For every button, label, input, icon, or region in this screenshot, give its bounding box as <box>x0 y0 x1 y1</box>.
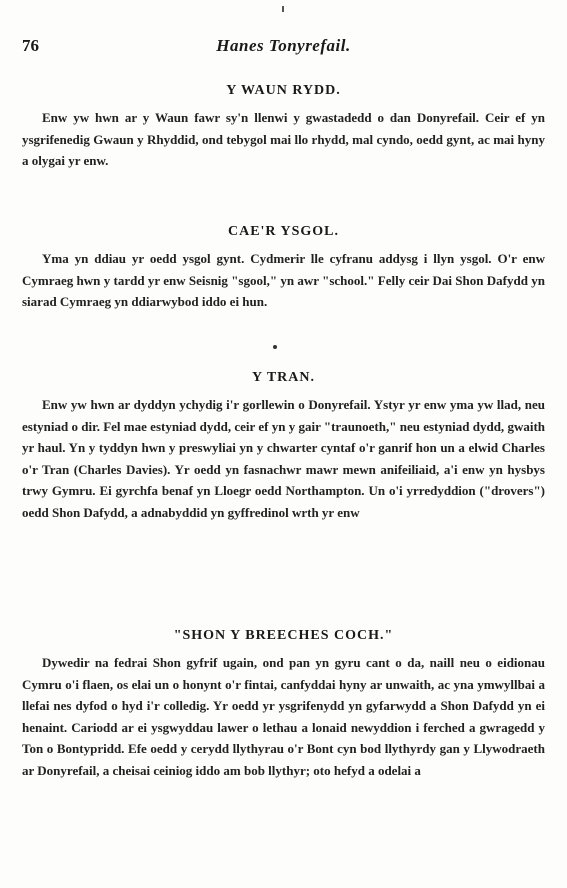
section-y-tran <box>22 370 545 523</box>
section-y-waun-rydd <box>22 83 545 172</box>
section-paragraph: Enw yw hwn ar y Waun fawr sy'n llenwi y gwastadedd o dan Donyrefail. Ceir ef yn ysgrifenedig Gwaun y Rhyddid, ond tebygol mai llo rhydd, mal cyndo, oedd gynt, ac mai hyny a olygai yr enw. <box>22 110 545 168</box>
section-shon-y-breeches-coch <box>22 628 545 781</box>
section-heading: "SHON Y BREECHES COCH." <box>173 628 394 643</box>
section-paragraph: Enw yw hwn ar dyddyn ychydig i'r gorllewin o Donyrefail. Ystyr yr enw yma yw llad, neu estyniad o dir. Fel mae estyniad dydd, ceir ef yn y gair "traunoeth," neu estyniad dydd, gwaith yr haul. Yn y tyddyn hwn y preswyliai yn y chwarter cyntaf o'r ganrif hon un a elwid Charles o'r Tran (Charles Davies). Yr oedd yn fasnachwr mawr mewn anifeiliaid, a'i enw yn hysbys trwy Gymru. Ei gyrchfa benaf yn Lloegr oedd Northampton. Un o'i yrredyddion ("drovers") oedd Shon Dafydd, a adnabyddid yn gyffredinol wrth yr enw <box>22 397 545 520</box>
section-heading: CAE'R YSGOL. <box>227 224 340 239</box>
section-heading: Y TRAN. <box>251 370 315 385</box>
section-caer-ysgol <box>22 224 545 313</box>
running-title: Hanes Tonyrefail. <box>216 36 351 55</box>
print-speck <box>282 6 284 12</box>
page-header <box>22 36 545 58</box>
separator-dot <box>273 345 277 349</box>
page-number: 76 <box>22 36 39 55</box>
section-heading: Y WAUN RYDD. <box>226 83 341 98</box>
section-paragraph: Dywedir na fedrai Shon gyfrif ugain, ond pan yn gyru cant o da, naill neu o eidionau Cymru o'i flaen, os elai un o honynt o'r fintai, canfyddai hyny ar unwaith, ac yna ymwyllbai a llefai nes dyfod o hyd i'r colledig. Yr oedd yr ysgrifenydd yn gyfarwydd a Shon Dafydd yn ei henaint. Cariodd ar ei ysgwyddau lawer o lethau a lonaid newyddion i ferched a gwragedd y Ton o Bontypridd. Efe oedd y cerydd llythyrau o'r Bont cyn bod llythyrdy gan y Llywodraeth ar Donyrefail, a cheisai ceiniog iddo am bob llythyr; oto hefyd a odelai a <box>22 655 545 778</box>
section-paragraph: Yma yn ddiau yr oedd ysgol gynt. Cydmerir lle cyfranu addysg i llyn ysgol. O'r enw Cymraeg hwn y tardd yr enw Seisnig "sgool," yn awr "school." Felly ceir Dai Shon Dafydd yn siarad Cymraeg yn ddiarwybod iddo ei hun. <box>22 251 545 309</box>
